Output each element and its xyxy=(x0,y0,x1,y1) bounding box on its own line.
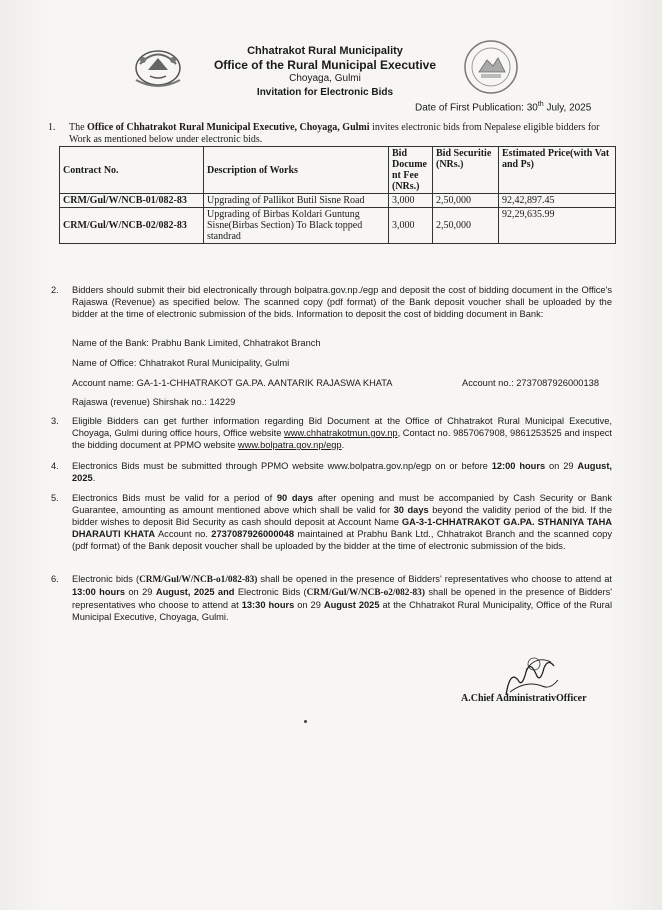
column-header: Description of Works xyxy=(204,147,389,194)
letterhead xyxy=(190,45,460,100)
municipality-seal-icon xyxy=(461,38,521,96)
submission-paragraph: Bidders should submit their bid electronically through bolpatra.gov.np./egp and deposit the cost of bidding document in the Office's Rajaswa (Revenue) as specified below. The scanned copy (pdf format) of the Bank deposit voucher shall be uploaded by the bidder at the time of electronic submission of the bids. Information to deposit the cost of bidding document in Bank: xyxy=(72,285,612,319)
column-header: Estimated Price(with Vat and Ps) xyxy=(499,147,616,194)
item-number: 5. xyxy=(51,493,59,503)
table-row xyxy=(60,208,616,244)
municipality-website-link[interactable]: www.chhatrakotmun.gov.np xyxy=(284,428,398,438)
signatory-title: A.Chief AdministrativOfficer xyxy=(461,693,587,704)
invitation-paragraph: The Office of Chhatrakot Rural Municipal Executive, Choyaga, Gulmi invites electronic bids from Nepalese eligible bidders for Work as mentioned below under electronic bids. xyxy=(69,122,600,145)
column-header: Contract No. xyxy=(60,147,204,194)
item-number: 3. xyxy=(51,416,59,426)
information-paragraph: Eligible Bidders can get further information regarding Bid Document at the Office of Chhatrakot Rural Municipal Executive, Choyaga, Gulmi during office hours, Office website www.chhatrakotmun.gov.np, Contact no. 9857067908, 9861253525 and inspect the bidding document at PPMO website www.bolpatra.gov.np/egp. xyxy=(72,416,613,450)
stray-mark xyxy=(304,720,307,723)
document-fee: 3,000 xyxy=(389,194,433,208)
table-row xyxy=(60,194,616,208)
notice-title: Invitation for Electronic Bids xyxy=(256,87,394,98)
municipality-name: Chhatrakot Rural Municipality xyxy=(247,45,403,57)
table-header-row xyxy=(60,147,616,194)
bid-security: 2,50,000 xyxy=(433,194,499,208)
account-number: Account no.: 2737087926000138 xyxy=(462,378,599,388)
office-name-line: Name of Office: Chhatrakot Rural Municipality, Gulmi xyxy=(72,358,290,368)
deadline-paragraph: Electronics Bids must be submitted through PPMO website www.bolpatra.gov.np/egp on or before 12:00 hours on 29 August, 2025. xyxy=(72,461,613,483)
bids-table xyxy=(59,146,616,244)
office-location: Choyaga, Gulmi xyxy=(289,73,361,84)
item-number: 1. xyxy=(48,122,56,133)
revenue-shirshak: Rajaswa (revenue) Shirshak no.: 14229 xyxy=(72,397,236,407)
contract-number: CRM/Gul/W/NCB-01/082-83 xyxy=(60,194,204,208)
estimated-price: 92,29,635.99 xyxy=(499,208,616,244)
work-description: Upgrading of Pallikot Butil Sisne Road xyxy=(204,194,389,208)
opening-paragraph: Electronic bids (CRM/Gul/W/NCB-o1/082-83) shall be opened in the presence of Bidders' representatives who choose to attend at 13:00 hours on 29 August, 2025 and Electronic Bids (CRM/Gul/W/NCB-o2/082-83) shall be opened in the presence of Bidders' representatives who choose to attend at 13:30 hours on 29 August 2025 at the Chhatrakot Rural Municipality, Office of the Rural Municipal Executive, Choyaga, Gulmi. xyxy=(72,574,613,622)
column-header: Bid Securitie (NRs.) xyxy=(433,147,499,194)
estimated-price: 92,42,897.45 xyxy=(499,194,616,208)
ppmo-website-link[interactable]: www.bolpatra.gov.np/egp xyxy=(237,440,342,450)
work-description: Upgrading of Birbas Koldari Guntung Sisne(Birbas Section) To Black topped standrad xyxy=(204,208,389,244)
nepal-emblem-icon xyxy=(128,40,188,90)
contract-number: CRM/Gul/W/NCB-02/082-83 xyxy=(60,208,204,244)
account-name: Account name: GA-1-1-CHHATRAKOT GA.PA. AANTARIK RAJASWA KHATA xyxy=(72,378,393,388)
publication-date: Date of First Publication: 30th July, 2025 xyxy=(415,101,592,114)
column-header: Bid Docume nt Fee (NRs.) xyxy=(389,147,433,194)
item-number: 6. xyxy=(51,574,59,584)
document-fee: 3,000 xyxy=(389,208,433,244)
bid-security: 2,50,000 xyxy=(433,208,499,244)
validity-paragraph: Electronics Bids must be valid for a period of 90 days after opening and must be accompanied by Cash Security or Bank Guarantee, amounting as amount mentioned above which shall be valid for 30 days beyond the validity period of the bid. If the bidder wishes to deposit Bid Security as cash should deposit at Account Name GA-3-1-CHHATRAKOT GA.PA. STHANIYA TAHA DHARAUTI KHATA Account no. 2737087926000048 maintained at Prabhu Bank Ltd., Chhatrakot Branch and the scanned copy (pdf format) of the Bank deposit voucher shall be uploaded by the bidder at the time of electronic submission of the bids. xyxy=(72,493,612,551)
item-number: 4. xyxy=(51,461,59,471)
bank-name: Name of the Bank: Prabhu Bank Limited, Chhatrakot Branch xyxy=(72,338,321,348)
office-name: Office of the Rural Municipal Executive xyxy=(213,58,437,72)
item-number: 2. xyxy=(51,285,59,295)
